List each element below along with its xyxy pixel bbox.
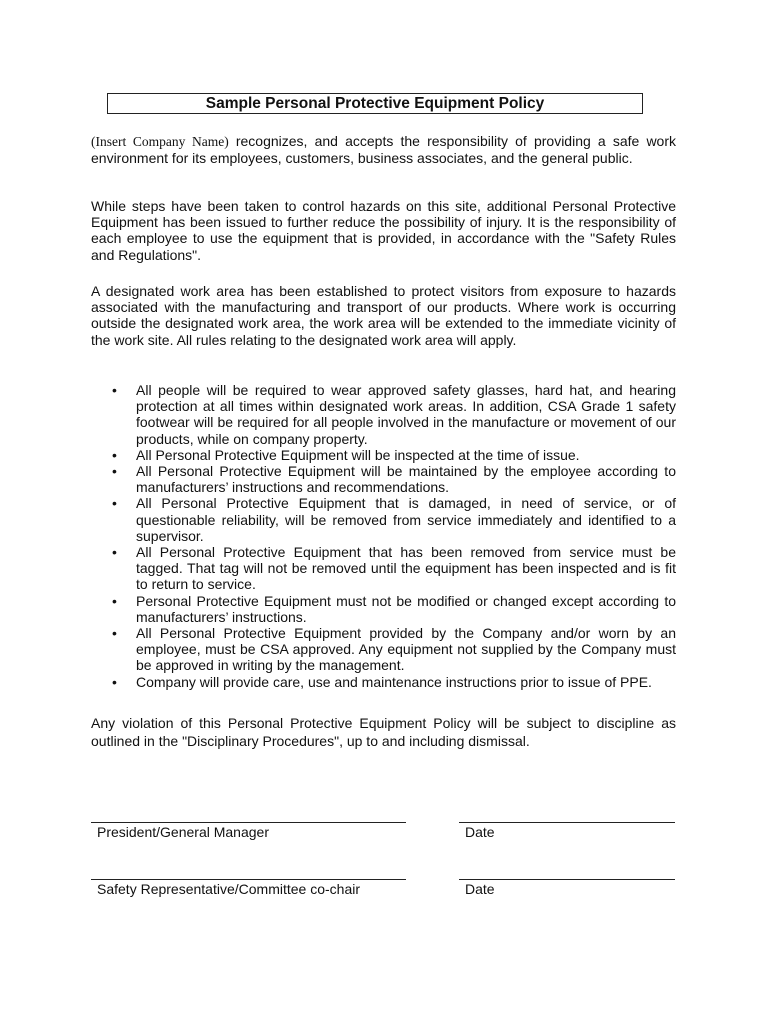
list-item (91, 495, 676, 544)
document-title: Sample Personal Protective Equipment Policy (107, 93, 643, 114)
list-item (91, 593, 676, 625)
bullet-icon: • (112, 446, 117, 463)
list-item (91, 674, 676, 690)
list-item-text: All Personal Protective Equipment will be inspected at the time of issue. (136, 446, 580, 463)
bullet-icon: • (112, 544, 117, 561)
signature-line-president (91, 822, 406, 823)
list-item (91, 625, 676, 674)
list-item (91, 463, 676, 495)
bullet-icon: • (112, 495, 117, 512)
signature-label-president: President/General Manager (97, 824, 269, 840)
paragraph-controls: While steps have been taken to control hazards on this site, additional Personal Protective Equipment has been issued to further reduce the possibility of injury. It is the responsibility of each employee to use the equipment that is provided, in accordance with the "Safety Rules and Regulations". (91, 198, 676, 263)
date-label-1: Date (465, 824, 495, 840)
list-item-text: All people will be required to wear approved safety glasses, hard hat, and hearing protection at all times within designated work areas. In addition, CSA Grade 1 safety footwear will be required for all people involved in the manufacture or movement of our products, while on company property. (136, 382, 676, 447)
signature-label-safety-rep: Safety Representative/Committee co-chair (97, 881, 360, 897)
bullet-icon: • (112, 625, 117, 642)
list-item (91, 544, 676, 593)
list-item-text: All Personal Protective Equipment that is damaged, in need of service, or of questionable reliability, will be removed from service immediately and identified to a supervisor. (136, 495, 676, 544)
date-line-1 (459, 822, 675, 823)
rules-list (91, 382, 676, 690)
signature-line-safety-rep (91, 879, 406, 880)
intro-paragraph (91, 133, 676, 166)
bullet-icon: • (112, 592, 117, 609)
closing-paragraph: Any violation of this Personal Protective Equipment Policy will be subject to discipline as outlined in the "Disciplinary Procedures", up to and including dismissal. (91, 715, 676, 750)
date-label-2: Date (465, 881, 495, 897)
bullet-icon: • (112, 463, 117, 480)
date-line-2 (459, 879, 675, 880)
bullet-icon: • (112, 673, 117, 690)
list-item (91, 447, 676, 463)
list-item-text: Company will provide care, use and maintenance instructions prior to issue of PPE. (136, 673, 652, 690)
list-item-text: All Personal Protective Equipment provided by the Company and/or worn by an employee, must be CSA approved. Any equipment not supplied by the Company must be approved in writing by the management. (136, 625, 676, 674)
list-item (91, 382, 676, 447)
company-name-placeholder: (Insert Company Name) (91, 134, 229, 149)
paragraph-designated-area: A designated work area has been established to protect visitors from exposure to hazards associated with the manufacturing and transport of our products. Where work is occurring outside the designated work area, the work area will be extended to the immediate vicinity of the work site. All rules relating to the designated work area will apply. (91, 283, 676, 348)
intro-text: recognizes, and accepts the responsibility of providing a safe work environment for its employees, customers, business associates, and the general public. (91, 133, 676, 167)
list-item-text: All Personal Protective Equipment will be maintained by the employee according to manufacturers’ instructions and recommendations. (136, 463, 676, 496)
bullet-icon: • (112, 382, 117, 398)
list-item-text: Personal Protective Equipment must not be modified or changed except according to manufacturers’ instructions. (136, 592, 676, 625)
list-item-text: All Personal Protective Equipment that has been removed from service must be tagged. That tag will not be removed until the equipment has been inspected and is fit to return to service. (136, 544, 676, 593)
